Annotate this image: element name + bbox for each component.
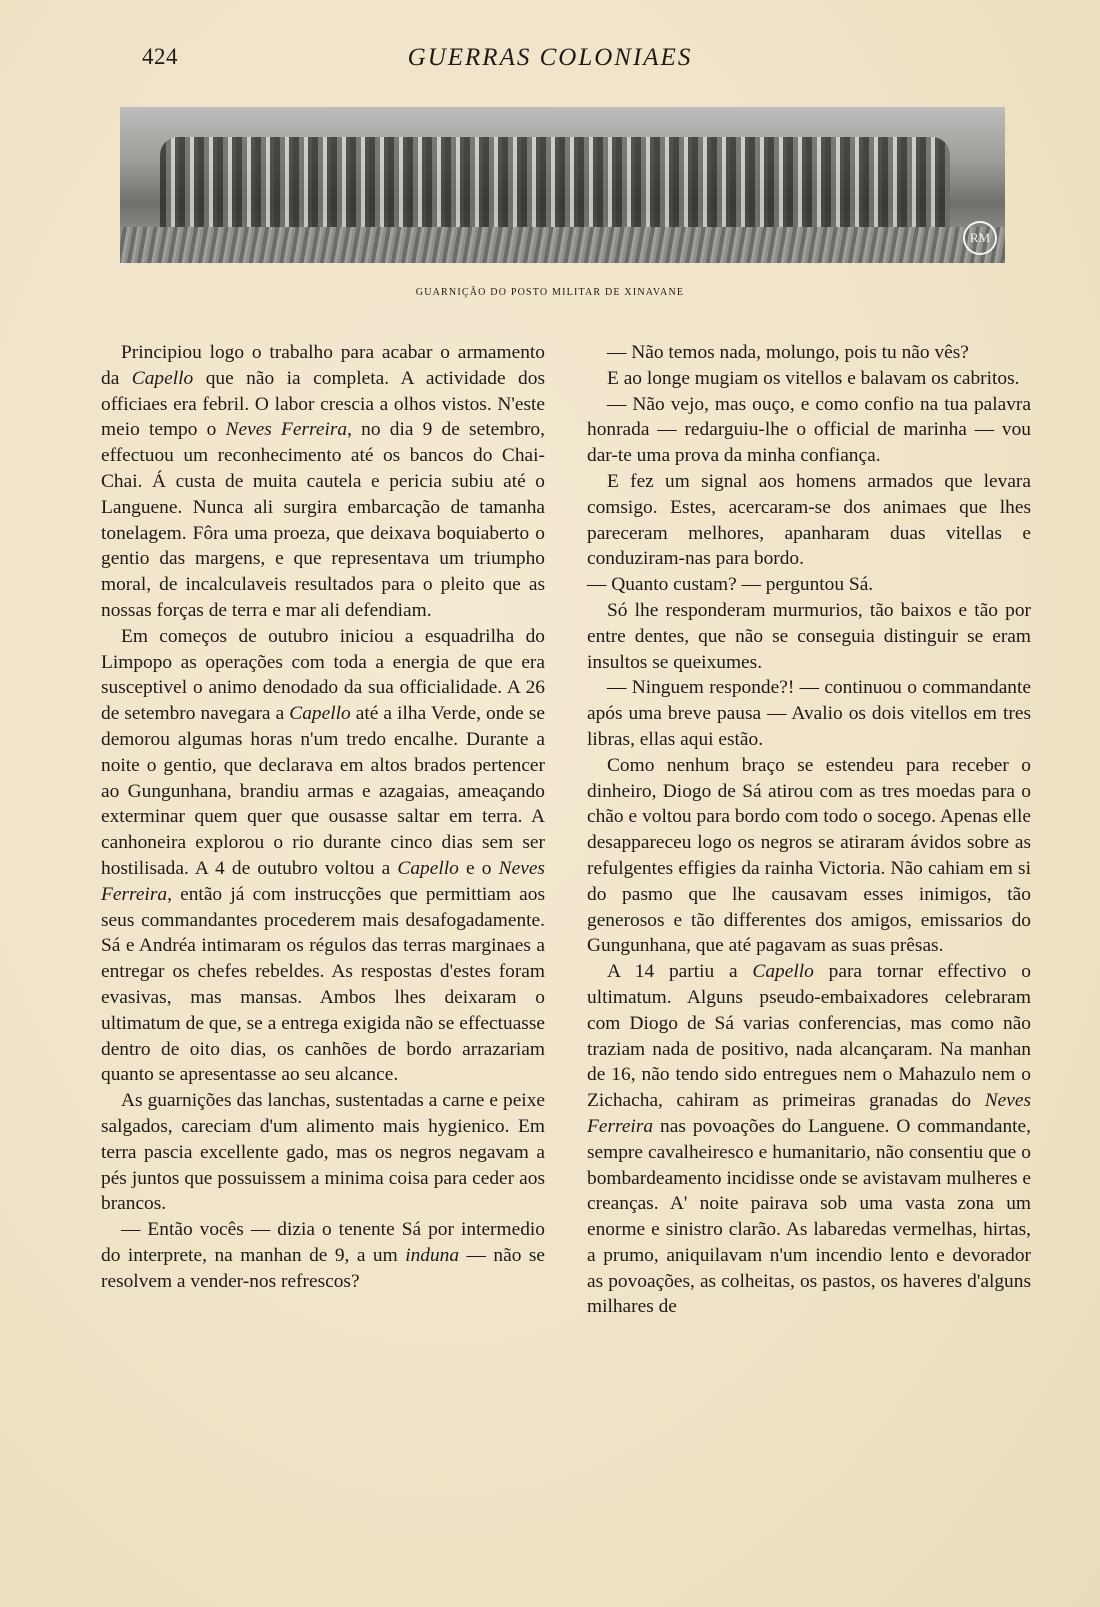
text-run: — Ninguem responde?! — continuou o commandante após uma breve pausa — Avalio os dois vitellos em tres libras, ellas aqui estão. xyxy=(587,677,1031,750)
running-title: GUERRAS COLONIAES xyxy=(407,44,693,71)
left-column xyxy=(101,340,545,1294)
photo-monogram: RM xyxy=(963,221,997,255)
text-run: para tornar effectivo o ultimatum. Alguns pseudo-embaixadores celebraram com Diogo de Sá varias conferencias, mas como não traziam nada de positivo, nada alcançaram. Na manhan de 16, não tendo sido entregues nem o Mahazulo nem o Zichacha, cahiram as primeiras granadas do xyxy=(587,961,1031,1112)
text-run: As guarnições das lanchas, sustentadas a carne e peixe salgados, careciam d'um alimento mais hygienico. Em terra pascia excellente gado, mas os negros negavam a pés juntos que possuissem a minima coisa para ceder aos brancos. xyxy=(101,1090,545,1215)
italic-run: Capello xyxy=(397,857,459,879)
italic-run: Capello xyxy=(752,961,814,983)
body-paragraph xyxy=(587,572,1031,598)
text-run: — Não temos nada, molungo, pois tu não vês? xyxy=(607,342,969,363)
text-run: — Então vocês — dizia o tenente Sá por intermedio do interprete, na manhan de 9, a um xyxy=(101,1219,545,1266)
text-run: , então já com instrucções que permittiam aos seus commandantes procederem mais desafogadamente. Sá e Andréa intimaram os régulos das terras marginaes a entregar os chefes rebeldes. As respostas d'estes foram evasivas, mas mansas. Ambos lhes deixaram o ultimatum de que, se a entrega exigida não se effectuasse dentro de oito dias, os canhões de bordo arrazariam quanto se apresentasse ao seu alcance. xyxy=(101,883,545,1086)
body-paragraph xyxy=(101,1217,545,1294)
photograph xyxy=(120,107,1005,263)
text-run: — Não vejo, mas ouço, e como confio na tua palavra honrada — redarguiu-lhe o official de marinha — vou dar-te uma prova da minha confiança. xyxy=(587,393,1031,467)
italic-run: Neves Ferreira xyxy=(587,1090,1031,1137)
body-paragraph xyxy=(587,675,1031,752)
text-run: , no dia 9 de setembro, effectuou um reconhecimento até os bancos do Chai-Chai. Á custa de muita cautela e pericia subiu até o Languene. Nunca ali surgira embarcação de tamanha tonelagem. Fôra uma proeza, que deixava boquiaberto o gentio das margens, e que representava um triumpho moral, de incalculaveis resultados para o pleito que as nossas forças de terra e mar ali defendiam. xyxy=(101,419,545,621)
text-run: E ao longe mugiam os vitellos e balavam os cabritos. xyxy=(607,367,1020,389)
text-run: e o xyxy=(458,857,499,879)
text-run: Só lhe responderam murmurios, tão baixos e tão por entre dentes, que não se conseguia distinguir se eram insultos se queixumes. xyxy=(587,599,1031,673)
text-run: Como nenhum braço se estendeu para receber o dinheiro, Diogo de Sá atirou com as tres moedas para o chão e voltou para bordo com todo o socego. Apenas elle desappareceu logo os negros se atiraram ávidos sobre as refulgentes effigies da rainha Victoria. Não cahiam em si do pasmo que lhe causavam esses inimigos, tão generosos e tão differentes dos amigos, emissarios do Gungunhana, que até pagavam as suas prêsas. xyxy=(587,754,1031,957)
text-run: — Quanto custam? — perguntou Sá. xyxy=(587,574,874,596)
body-paragraph xyxy=(101,624,545,1088)
text-run: nas povoações do Languene. O commandante, sempre cavalheiresco e humanitario, não consentiu que o bombardeamento incidisse onde se avistavam mulheres e creanças. A' noite pairava sob uma vasta zona um enorme e sinistro clarão. As labaredas vermelhas, hirtas, a prumo, aniquilavam n'um incendio lento e devorador as povoações, as colheitas, os pastos, os haveres d'alguns milhares de xyxy=(587,1115,1031,1318)
italic-run: Neves Ferreira xyxy=(225,419,348,441)
body-paragraph xyxy=(587,959,1031,1320)
text-run: Principiou logo o trabalho para acabar o armamento da xyxy=(101,342,545,389)
body-paragraph xyxy=(587,469,1031,572)
body-paragraph xyxy=(587,392,1031,469)
text-run: E fez um signal aos homens armados que levara comsigo. Estes, acercaram-se dos animaes que lhes pareceram melhores, apanharam duas vitellas e conduziram-nas para bordo. xyxy=(587,470,1031,570)
italic-run: Capello xyxy=(289,703,351,725)
italic-run: Neves Ferreira xyxy=(101,857,545,905)
body-paragraph xyxy=(587,340,1031,366)
text-run: — não se resolvem a vender-nos refrescos? xyxy=(101,1244,546,1292)
italic-run: Capello xyxy=(131,367,194,389)
body-paragraph xyxy=(101,1088,545,1217)
photo-ground xyxy=(120,227,1005,263)
page-number: 424 xyxy=(142,44,178,69)
body-paragraph xyxy=(101,340,545,624)
text-run: até a ilha Verde, onde se demorou algumas horas n'um tredo encalhe. Durante a noite o gentio, que declarava em altos brados pertencer ao Gungunhana, brandiu armas e azagaias, ameaçando exterminar quem quer que ousasse saltar em terra. A canhoneira explorou o rio durante cinco dias sem ser hostilisada. A 4 de outubro voltou a xyxy=(101,703,545,879)
body-paragraph xyxy=(587,753,1031,959)
photo-soldiers-group xyxy=(160,137,950,232)
text-run: A 14 partiu a xyxy=(607,961,753,983)
italic-run: induna xyxy=(405,1244,460,1266)
figure-caption: GUARNIÇÃO DO POSTO MILITAR DE XINAVANE xyxy=(415,287,685,298)
right-column xyxy=(587,340,1031,1320)
text-run: Em começos de outubro iniciou a esquadrilha do Limpopo as operações com toda a energia de que era susceptivel o animo denodado da sua officialidade. A 26 de setembro navegara a xyxy=(101,625,545,725)
body-paragraph xyxy=(587,598,1031,675)
text-run: que não ia completa. A actividade dos officiaes era febril. O labor crescia a olhos vistos. N'este meio tempo o xyxy=(101,367,545,441)
body-paragraph xyxy=(587,366,1031,392)
